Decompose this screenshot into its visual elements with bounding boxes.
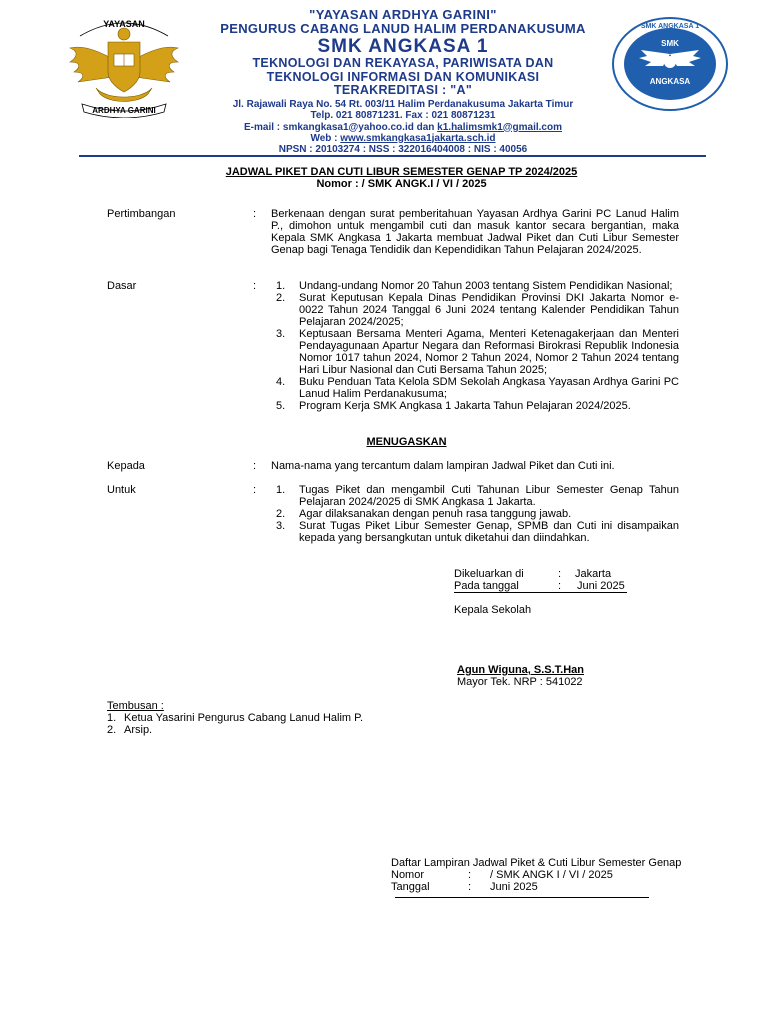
signer-rank: Mayor Tek. NRP : 541022 xyxy=(457,676,583,688)
list-item: 1. Undang-undang Nomor 20 Tahun 2003 tentang Sistem Pendidikan Nasional; xyxy=(276,280,673,292)
web-link[interactable]: www.smkangkasa1jakarta.sch.id xyxy=(340,132,496,144)
svg-text:ANGKASA: ANGKASA xyxy=(649,77,691,86)
lampiran-tanggal-row xyxy=(391,881,681,893)
address: Jl. Rajawali Raya No. 54 Rt. 003/11 Halim Perdanakusuma Jakarta Timur xyxy=(232,98,574,110)
branch-name: PENGURUS CABANG LANUD HALIM PERDANAKUSUMA xyxy=(220,21,586,36)
letterhead xyxy=(0,0,768,158)
kepada-label: Kepada xyxy=(107,460,145,472)
untuk-list xyxy=(271,484,679,544)
pertimbangan-text: Berkenaan dengan surat pemberitahuan Yayasan Ardhya Garini PC Lanud Halim P., dimohon untuk mengambil cuti dan masuk kantor secara bergantian, maka Kepala SMK Angkasa 1 Jakarta membuat Jadwal Piket dan Cuti Libur Semester Genap bagi Tenaga Tendidik dan Kependidikan Tahun Pelajaran 2024/2025. xyxy=(271,208,679,256)
smk-angkasa-logo xyxy=(611,16,729,112)
svg-text:YAYASAN: YAYASAN xyxy=(103,19,145,29)
lampiran-nomor-value: / SMK ANGK I / VI / 2025 xyxy=(490,869,613,881)
school-name: SMK ANGKASA 1 xyxy=(317,36,489,57)
lampiran-nomor-row xyxy=(391,869,681,881)
list-item: 3. Keptusaan Bersama Menteri Agama, Menteri Ketenagakerjaan dan Menteri Pendayagunaan Apartur Negara dan Reformasi Birokrasi Republik Indonesia Nomor 1017 tahun 2024, Nomor 2 Tahun 2024, Nomor 2 Tahun 2024 tentang Hari Libur Nasional dan Cuti Bersama Tahun 2025; xyxy=(276,328,679,376)
dasar-list xyxy=(271,280,679,412)
yayasan-ardhya-garini-logo xyxy=(66,14,182,118)
lampiran-nomor-colon: : xyxy=(468,869,472,881)
lampiran-block xyxy=(391,857,681,893)
document-number: Nomor : / SMK ANGK.I / VI / 2025 xyxy=(316,178,487,190)
dasar-colon: : xyxy=(253,280,257,292)
lampiran-title: Daftar Lampiran Jadwal Piket & Cuti Libur Semester Genap xyxy=(391,857,682,869)
email-prefix: E-mail : smkangkasa1@yahoo.co.id dan xyxy=(244,121,438,133)
kepada-text: Nama-nama yang tercantum dalam lampiran Jadwal Piket dan Cuti ini. xyxy=(271,460,615,472)
accreditation: TERAKREDITASI : "A" xyxy=(333,83,473,97)
email-link[interactable]: k1.halimsmk1@gmail.com xyxy=(437,121,562,133)
untuk-label: Untuk xyxy=(107,484,136,496)
email-line xyxy=(196,123,610,133)
pertimbangan-colon: : xyxy=(253,208,257,220)
list-item: 5. Program Kerja SMK Angkasa 1 Jakarta Tahun Pelajaran 2024/2025. xyxy=(276,400,631,412)
issued-at-value: Jakarta xyxy=(575,568,612,580)
tembusan-block xyxy=(107,700,363,736)
issued-at-label: Dikeluarkan di xyxy=(454,568,524,580)
list-item: 2. Surat Keputusan Kepala Dinas Pendidikan Provinsi DKI Jakarta Nomor e-0022 Tahun 2024 Tanggal 6 Juni 2024 tentang Kalender Pendidikan Tahun Pelajaran 2024/2025; xyxy=(276,292,679,328)
npsn-line: NPSN : 20103274 : NSS : 322016404008 : NIS : 40056 xyxy=(278,143,528,155)
web-prefix: Web : xyxy=(310,132,341,144)
svg-text:SMK ANGKASA 1: SMK ANGKASA 1 xyxy=(640,23,700,30)
program-line-1: TEKNOLOGI DAN REKAYASA, PARIWISATA DAN xyxy=(252,56,554,70)
foundation-name: "YAYASAN ARDHYA GARINI" xyxy=(309,7,497,22)
svg-text:SMK: SMK xyxy=(661,39,679,48)
tembusan-title: Tembusan : xyxy=(107,700,164,712)
web-line xyxy=(196,134,610,144)
issued-at-colon: : xyxy=(558,568,562,580)
date-value: Juni 2025 xyxy=(577,580,625,592)
lampiran-tanggal-label: Tanggal xyxy=(391,881,430,893)
date-label: Pada tanggal xyxy=(454,580,519,592)
phone-fax: Telp. 021 80871231. Fax : 021 80871231 xyxy=(310,109,496,121)
letterhead-divider xyxy=(79,155,706,157)
list-item: 1. Ketua Yasarini Pengurus Cabang Lanud Halim P. xyxy=(107,712,364,724)
pertimbangan-label: Pertimbangan xyxy=(107,208,176,220)
letterhead-text xyxy=(196,8,610,155)
list-item: 4. Buku Penduan Tata Kelola SDM Sekolah Angkasa Yayasan Ardhya Garini PC Lanud Halim Perdanakusuma; xyxy=(276,376,679,400)
untuk-colon: : xyxy=(253,484,257,496)
signer-name: Agun Wiguna, S.S.T.Han xyxy=(457,664,585,676)
menugaskan-heading: MENUGASKAN xyxy=(366,436,447,448)
date-colon: : xyxy=(558,580,562,592)
document-title: JADWAL PIKET DAN CUTI LIBUR SEMESTER GENAP TP 2024/2025 xyxy=(225,166,578,178)
list-item: 3. Surat Tugas Piket Libur Semester Genap, SPMB dan Cuti ini disampaikan kepada yang bersangkutan untuk diketahui dan diindahkan. xyxy=(276,520,679,544)
lampiran-tanggal-colon: : xyxy=(468,881,472,893)
signer-position: Kepala Sekolah xyxy=(454,604,532,616)
svg-text:ARDHYA GARINI: ARDHYA GARINI xyxy=(92,106,156,115)
dasar-label: Dasar xyxy=(107,280,137,292)
lampiran-underline xyxy=(395,897,649,898)
date-underline xyxy=(454,592,627,593)
lampiran-tanggal-value: Juni 2025 xyxy=(490,881,538,893)
program-line-2: TEKNOLOGI INFORMASI DAN KOMUNIKASI xyxy=(266,69,540,84)
list-item: 2. Arsip. xyxy=(107,724,153,736)
list-item: 2. Agar dilaksanakan dengan penuh rasa tanggung jawab. xyxy=(276,508,572,520)
list-item: 1. Tugas Piket dan mengambil Cuti Tahunan Libur Semester Genap Tahun Pelajaran 2024/2025 di SMK Angkasa 1 Jakarta. xyxy=(276,484,679,508)
kepada-colon: : xyxy=(253,460,257,472)
lampiran-nomor-label: Nomor xyxy=(391,869,425,881)
